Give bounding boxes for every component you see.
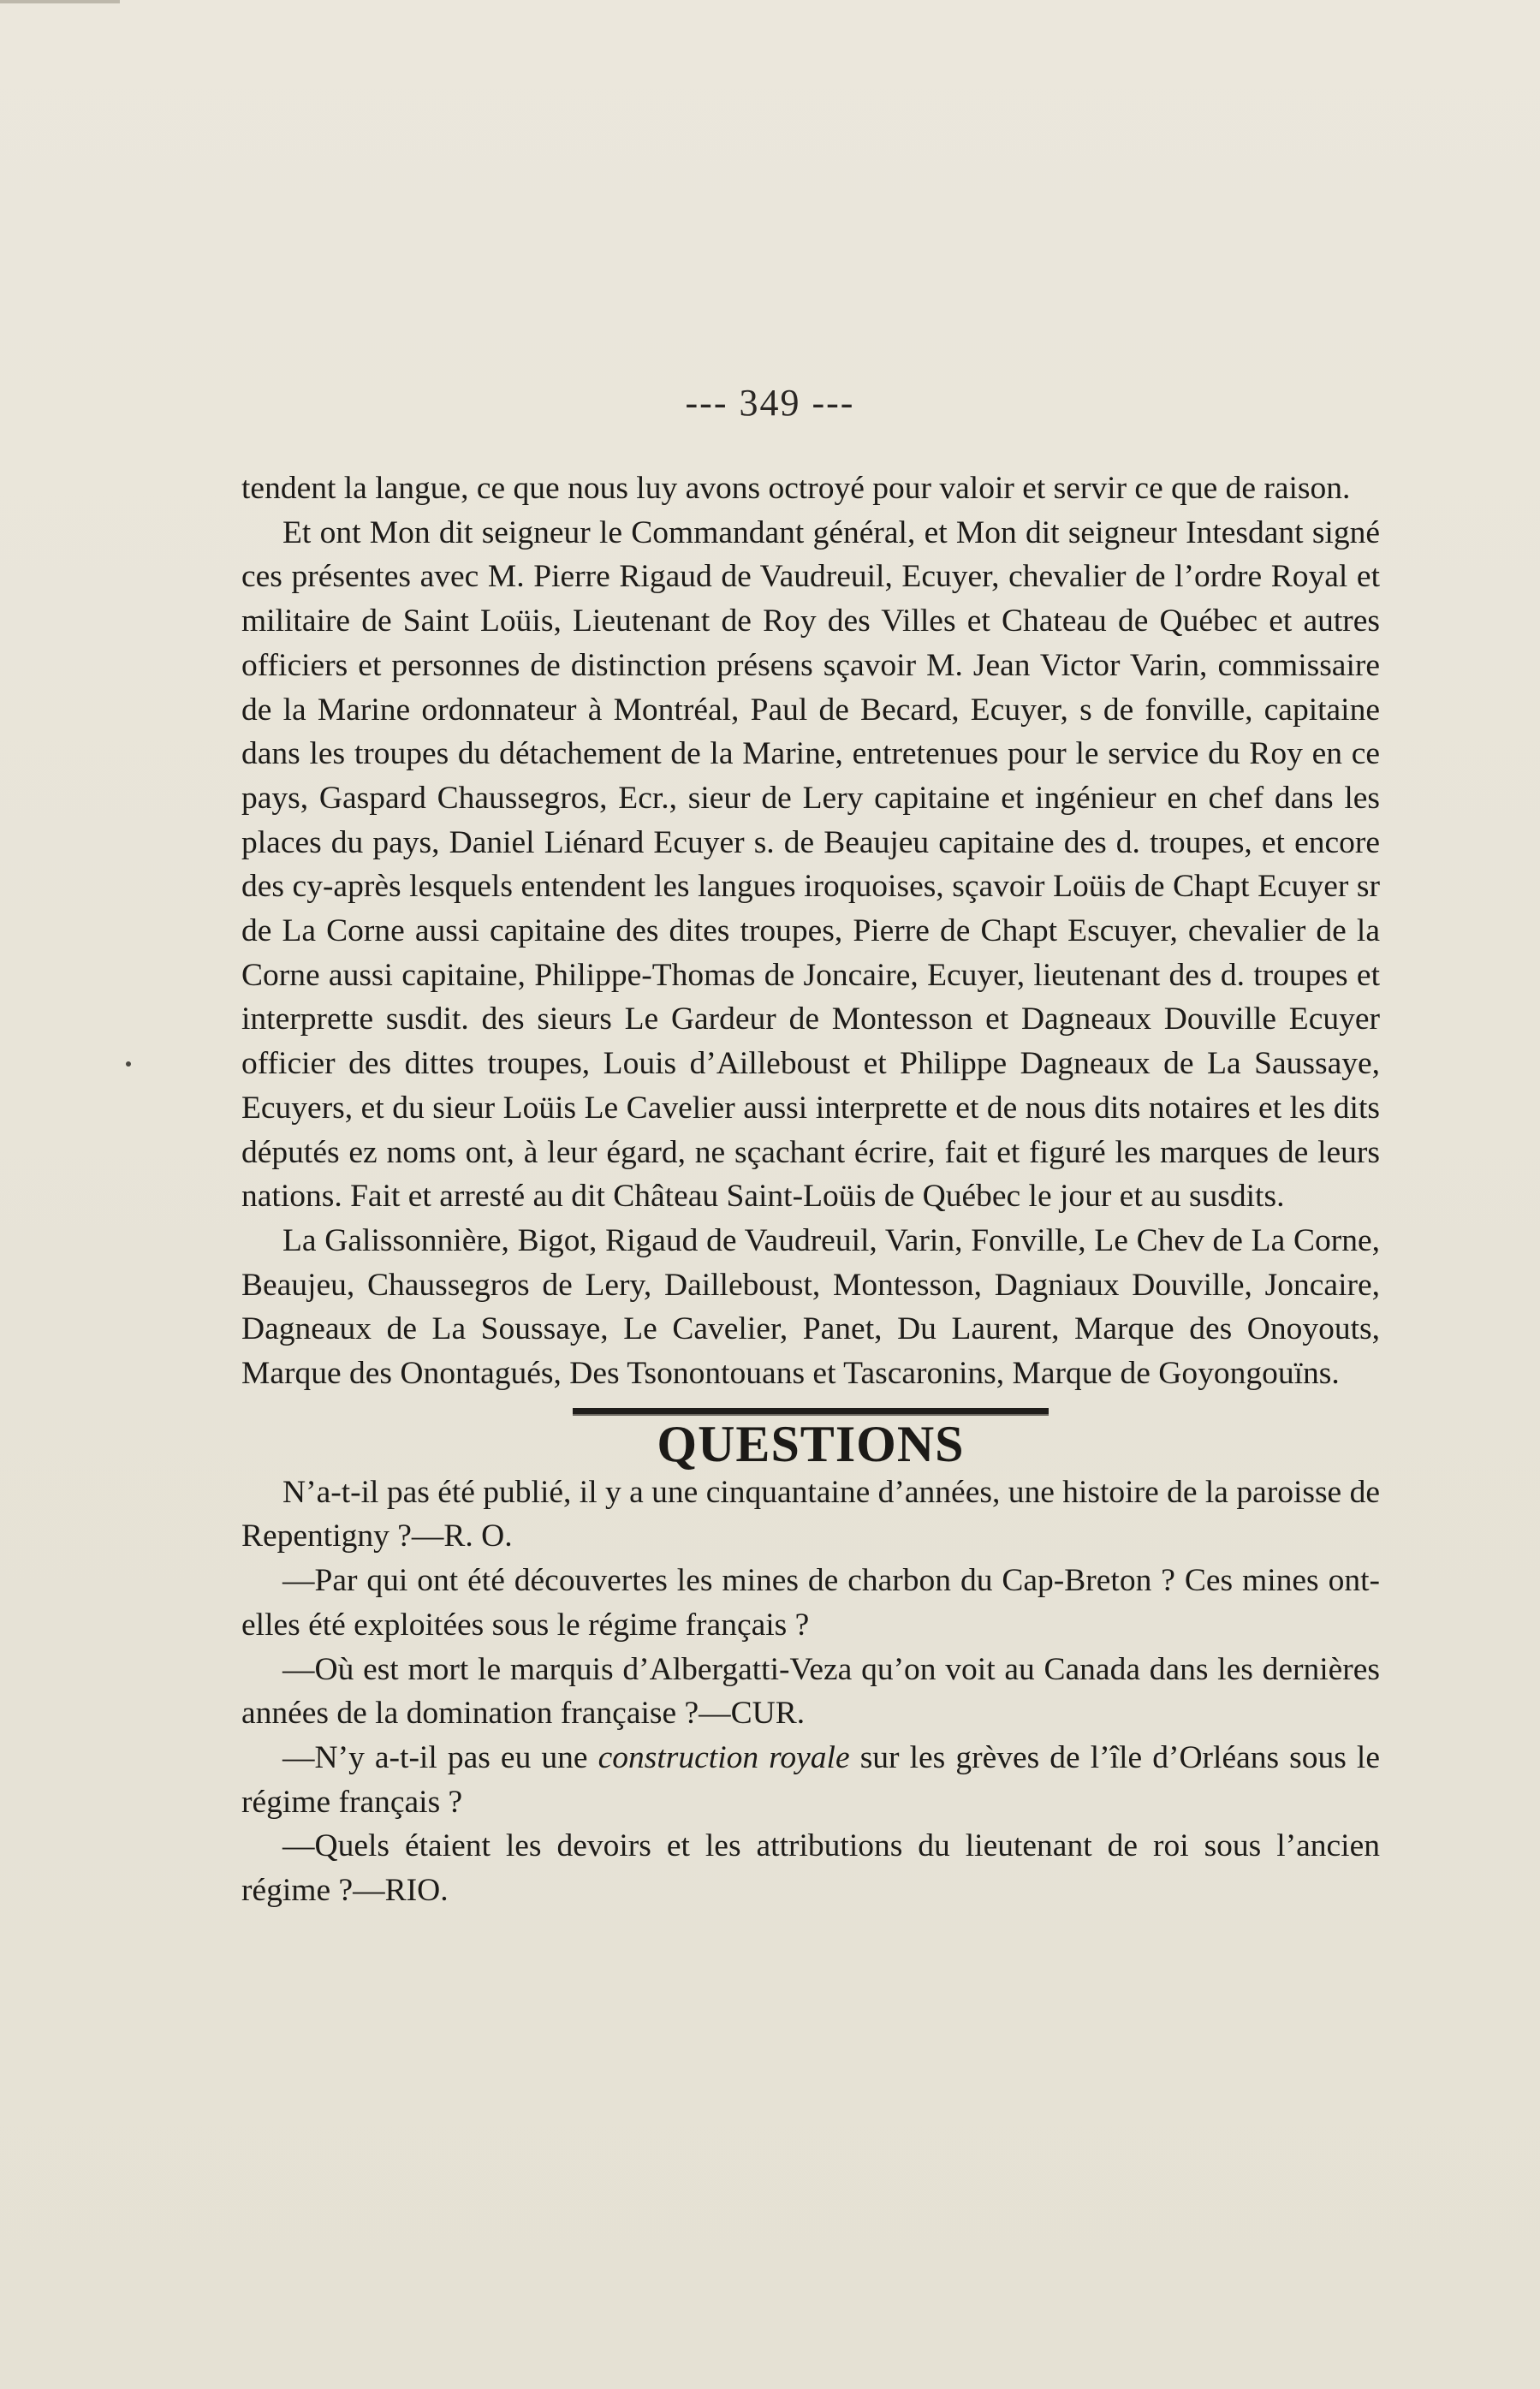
paragraph-signatures: La Galissonnière, Bigot, Rigaud de Vaudreuil, Varin, Fonville, Le Chev de La Corne, Beaujeu, Chaussegros de Lery, Dailleboust, Montesson, Dagniaux Douville, Joncaire, Dagneaux de La Soussaye, Le Cavelier, Panet, Du Laurent, Marque des Onoyouts, Marque des Onontagués, Des Tsonontouans et Tascaronins, Marque de Goyongouïns.: [241, 1222, 1380, 1392]
question-item: [241, 1736, 1380, 1824]
question-item: —Quels étaient les devoirs et les attributions du lieutenant de roi sous l’ancien régime ?—RIO.: [241, 1828, 1380, 1909]
question-item: —Par qui ont été découvertes les mines de charbon du Cap-Breton ? Ces mines ont-elles été exploitées sous le régime français ?: [241, 1563, 1380, 1643]
paragraph-continuation: tendent la langue, ce que nous luy avons octroyé pour valoir et servir ce que de raison.: [241, 471, 1351, 506]
questions-heading: QUESTIONS: [657, 1415, 965, 1472]
ink-dot: [126, 1061, 131, 1067]
question-item: N’a-t-il pas été publié, il y a une cinquantaine d’années, une histoire de la paroisse de Repentigny ?—R. O.: [241, 1474, 1380, 1554]
question-italic-text: construction royale: [598, 1739, 850, 1775]
heading-rule: [573, 1408, 1049, 1416]
question-text: sur les grèves de l’île d’Orléans sous le régime français ?: [241, 1739, 1380, 1820]
page-edge-line: [0, 0, 120, 3]
body-text: [241, 467, 1380, 1913]
page-number: --- 349 ---: [685, 382, 855, 424]
paragraph-signatories: Et ont Mon dit seigneur le Commandant général, et Mon dit seigneur Intesdant signé ces présentes avec M. Pierre Rigaud de Vaudreuil, Ecuyer, chevalier de l’ordre Royal et militaire de Saint Loüis, Lieutenant de Roy des Villes et Chateau de Québec et autres officiers et personnes de distinction présens sçavoir M. Jean Victor Varin, commissaire de la Marine ordonnateur à Montréal, Paul de Becard, Ecuyer, s de fonville, capitaine dans les troupes du détachement de la Marine, entretenues pour le service du Roy en ce pays, Gaspard Chaussegros, Ecr., sieur de Lery capitaine et ingénieur en chef dans les places du pays, Daniel Liénard Ecuyer s. de Beaujeu capitaine des d. troupes, et encore des cy-après lesquels entendent les langues iroquoises, sçavoir Loüis de Chapt Ecuyer sr de La Corne aussi capitaine des dites troupes, Pierre de Chapt Escuyer, chevalier de la Corne aussi capitaine, Philippe-Thomas de Joncaire, Ecuyer, lieutenant des d. troupes et interprette susdit. des sieurs Le Gardeur de Montesson et Dagneaux Douville Ecuyer officier des dittes troupes, Louis d’Ailleboust et Philippe Dagneaux de La Saussaye, Ecuyers, et du sieur Loüis Le Cavelier aussi interprette et de nous dits notaires et les dits députés ez noms ont, à leur égard, ne sçachant écrire, fait et figuré les marques de leurs nations. Fait et arresté au dit Château Saint-Loüis de Québec le jour et au susdits.: [241, 514, 1380, 1215]
question-item: —Où est mort le marquis d’Albergatti-Veza qu’on voit au Canada dans les dernières années de la domination française ?—CUR.: [241, 1651, 1380, 1732]
questions-list: [241, 1471, 1380, 1913]
question-text: —N’y a-t-il pas eu une: [282, 1739, 598, 1775]
questions-section-header: [241, 1408, 1380, 1471]
